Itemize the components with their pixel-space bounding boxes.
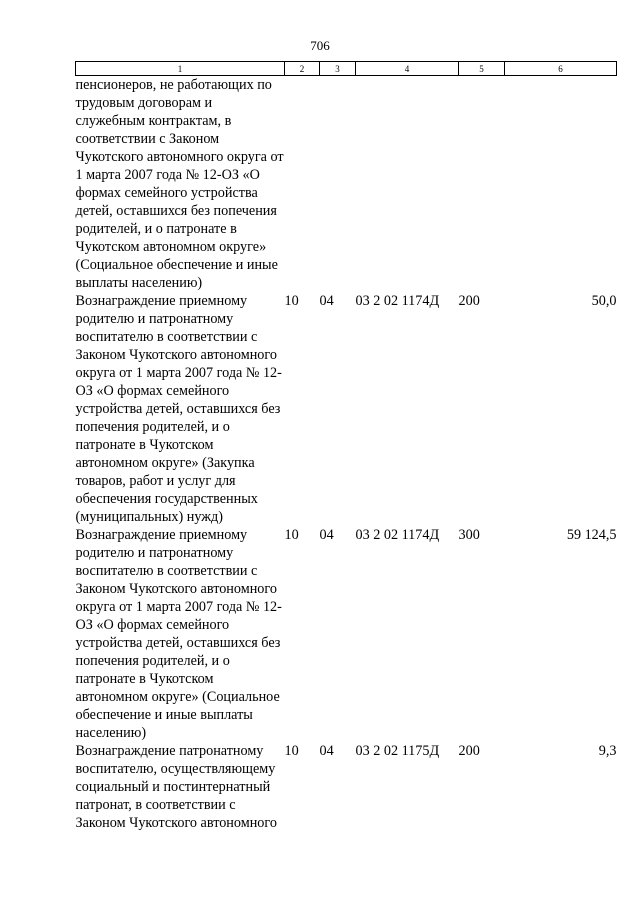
row-expense-type-code: 300: [458, 527, 480, 543]
column-header-2: 2: [285, 62, 320, 76]
row-expense-type-code: 200: [458, 293, 480, 309]
row-amount: 59 124,5: [566, 527, 617, 543]
column-header-5: 5: [459, 62, 505, 76]
row-subsection-code: 04: [319, 527, 334, 543]
column-header-4: 4: [356, 62, 459, 76]
row-expense-type-code: 200: [458, 743, 480, 759]
row-subsection-code: 04: [319, 293, 334, 309]
column-header-6: 6: [505, 62, 617, 76]
row-section-code: [285, 76, 320, 293]
row-amount: [505, 76, 617, 293]
table-row: [76, 76, 617, 293]
row-name: Вознаграждение приемному родителю и патронатному воспитателю в соответствии с Законом Чукотского автономного округа от 1 марта 2007 года № 12-ОЗ «О формах семейного устройства детей, оставшихся без попечения родителей, и о патронате в Чукотском автономном округе» (Закупка товаров, работ и услуг для обеспечения государственных (муниципальных) нужд): [75, 293, 282, 525]
table-row: [76, 526, 617, 742]
row-subsection-code: 04: [319, 743, 334, 759]
column-header-1: 1: [76, 62, 285, 76]
row-target-article-code: 03 2 02 1174Д: [355, 293, 440, 309]
row-amount: 9,3: [598, 743, 617, 759]
table-header-row: [76, 62, 617, 76]
row-target-article-code: 03 2 02 1174Д: [355, 527, 440, 543]
row-section-code: 10: [284, 527, 299, 543]
row-target-article-code: [356, 76, 459, 293]
row-name: Вознаграждение патронатному воспитателю, осуществляющему социальный и постинтернатный патронат, в соответствии с Законом Чукотского автономного: [75, 743, 277, 831]
row-name: пенсионеров, не работающих по трудовым договорам и служебным контрактам, в соответствии с Законом Чукотского автономного округа от 1 марта 2007 года № 12-ОЗ «О формах семейного устройства детей, оставшихся без попечения родителей, и о патронате в Чукотском автономном округе» (Социальное обеспечение и иные выплаты населению): [75, 77, 284, 291]
page-number: 706: [310, 38, 330, 53]
row-subsection-code: [320, 76, 356, 293]
row-section-code: 10: [284, 743, 299, 759]
table-row: [76, 742, 617, 832]
budget-table: [75, 61, 617, 832]
column-header-3: 3: [320, 62, 356, 76]
row-name: Вознаграждение приемному родителю и патронатному воспитателю в соответствии с Законом Чукотского автономного округа от 1 марта 2007 года № 12-ОЗ «О формах семейного устройства детей, оставшихся без попечения родителей, и о патронате в Чукотском автономном округе» (Социальное обеспечение и иные выплаты населению): [75, 527, 282, 741]
row-expense-type-code: [459, 76, 505, 293]
row-section-code: 10: [284, 293, 299, 309]
row-target-article-code: 03 2 02 1175Д: [355, 743, 440, 759]
row-amount: 50,0: [591, 293, 617, 309]
table-row: [76, 292, 617, 526]
